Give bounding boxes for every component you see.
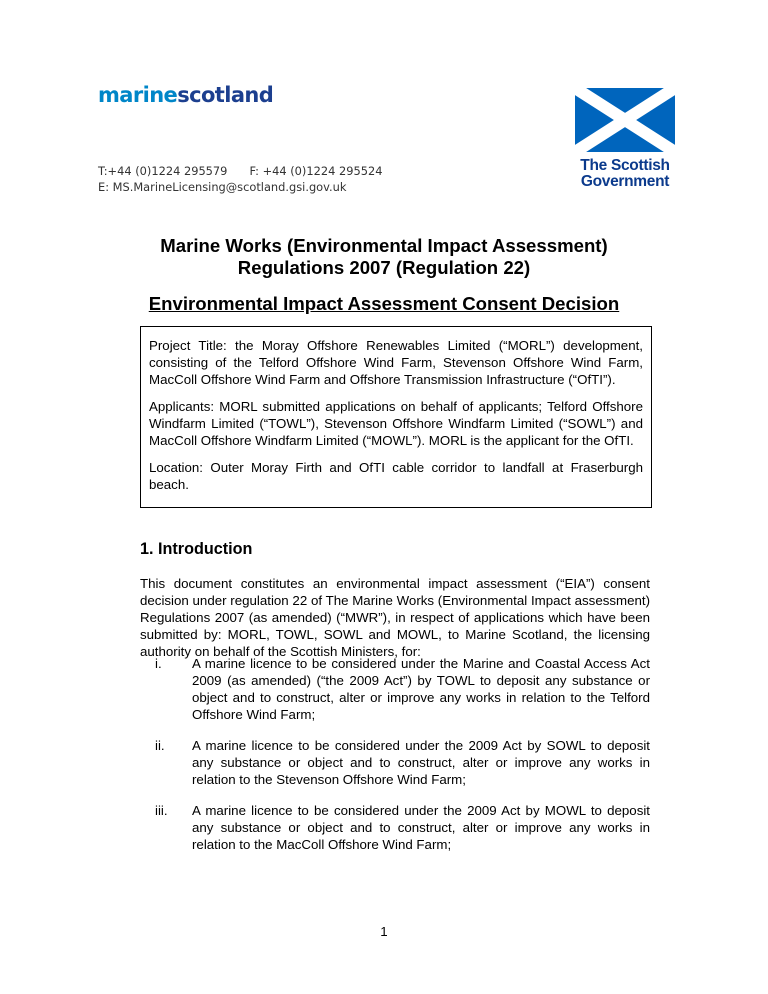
section-heading-introduction: 1. Introduction <box>140 540 253 558</box>
list-item-text: A marine licence to be considered under the 2009 Act by MOWL to deposit any substance or object and to construct, alter or improve any works in relation to the MacColl Offshore Wind Farm; <box>192 803 650 852</box>
logo-marine-text: marine <box>98 83 178 107</box>
applicants-text: Applicants: MORL submitted applications on behalf of applicants; Telford Offshore Windfarm Limited (“TOWL”), Stevenson Offshore Windfarm Limited (“SOWL”) and MacColl Offshore Windfarm Limited (“MOWL”). MORL is the applicant for the OfTI. <box>149 399 643 448</box>
contact-details <box>98 163 382 195</box>
list-item-number: i. <box>155 656 162 671</box>
document-title-line2: Regulations 2007 (Regulation 22) <box>237 257 531 278</box>
logo-scotland-text: scotland <box>177 83 274 107</box>
project-summary-box <box>140 326 652 508</box>
gov-name-line1: The Scottish <box>580 157 670 174</box>
scottish-government-logo <box>570 88 680 190</box>
project-title-text: Project Title: the Moray Offshore Renewables Limited (“MORL”) development, consisting of the Telford Offshore Wind Farm, Stevenson Offshore Wind Farm, MacColl Offshore Wind Farm and Offshore Transmission Infrastructure (“OfTI”). <box>149 338 643 387</box>
marine-scotland-logo <box>98 83 273 107</box>
email-address: E: MS.MarineLicensing@scotland.gsi.gov.uk <box>98 180 347 194</box>
introduction-paragraph: This document constitutes an environmental impact assessment (“EIA”) consent decision under regulation 22 of The Marine Works (Environmental Impact assessment) Regulations 2007 (as amended) (“MWR”), in respect of applications which have been submitted by: MORL, TOWL, SOWL and MOWL, to Marine Scotland, the licensing authority on behalf of the Scottish Ministers, for: <box>140 576 650 659</box>
phone-number: T:+44 (0)1224 295579 <box>98 164 228 178</box>
page-number: 1 <box>380 924 388 939</box>
fax-number: F: +44 (0)1224 295524 <box>249 164 383 178</box>
list-item-text: A marine licence to be considered under the 2009 Act by SOWL to deposit any substance or object and to construct, alter or improve any works in relation to the Stevenson Offshore Wind Farm; <box>192 738 650 787</box>
list-item-number: iii. <box>155 803 168 818</box>
location-text: Location: Outer Moray Firth and OfTI cable corridor to landfall at Fraserburgh beach. <box>149 460 643 492</box>
document-title-line1: Marine Works (Environmental Impact Assessment) <box>160 235 608 256</box>
saltire-flag-icon <box>575 88 675 152</box>
document-subtitle: Environmental Impact Assessment Consent Decision <box>148 293 620 314</box>
list-item-number: ii. <box>155 738 165 753</box>
list-item-text: A marine licence to be considered under the Marine and Coastal Access Act 2009 (as amended) (“the 2009 Act”) by TOWL to deposit any substance or object and to construct, alter or improve any works in relation to the Telford Offshore Wind Farm; <box>192 656 650 722</box>
gov-name-line2: Government <box>580 173 670 190</box>
